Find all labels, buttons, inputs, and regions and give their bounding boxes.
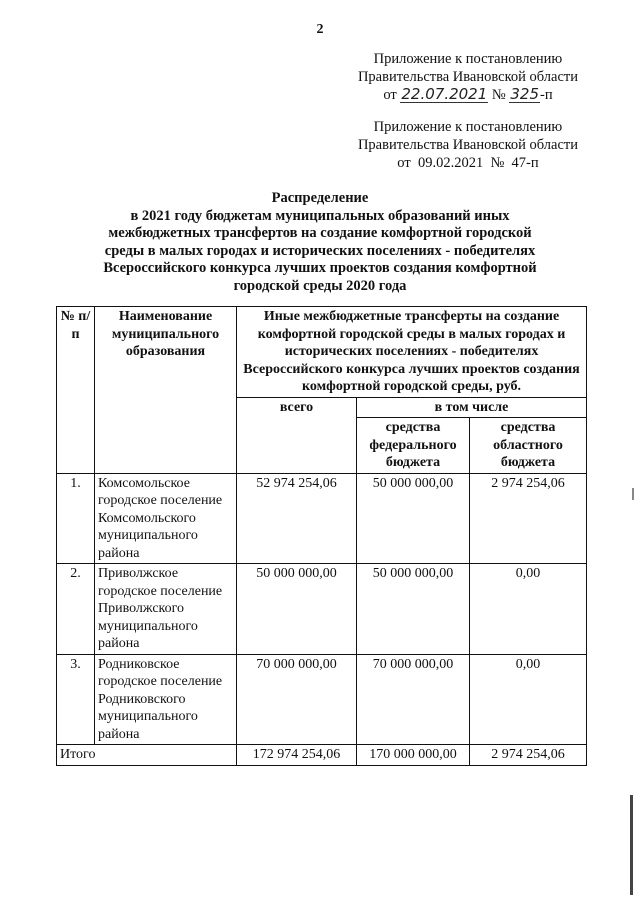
summary-label: Итого xyxy=(57,745,237,766)
table-row xyxy=(57,564,587,655)
row-name: Родниковское городское поселение Родниковского муниципального района xyxy=(95,654,237,745)
document-title xyxy=(0,190,640,295)
row-num: 2. xyxy=(57,564,95,655)
row-name: Приволжское городское поселение Приволжского муниципального района xyxy=(95,564,237,655)
row-num: 1. xyxy=(57,473,95,564)
annex-current-number-prefix: № xyxy=(491,87,506,103)
title-line4: среды в малых городах и исторических поселениях - победителях xyxy=(104,242,536,259)
row-total: 50 000 000,00 xyxy=(237,564,357,655)
header-federal: средства федерального бюджета xyxy=(357,418,470,474)
title-line5: Всероссийского конкурса лучших проектов создания комфортной xyxy=(103,260,537,276)
header-transfers: Иные межбюджетные трансферты на создание комфортной городской среды в малых городах и исторических поселениях - победителях Всероссийского конкурса лучших проектов создания комфортной городской среды, руб. xyxy=(237,307,587,398)
annex-current-date-prefix: от xyxy=(383,87,397,103)
header-total: всего xyxy=(237,397,357,473)
table-row xyxy=(57,654,587,745)
annex-original-block xyxy=(358,118,578,172)
title-line6: городской среды 2020 года xyxy=(233,277,407,294)
scan-artifact-mark xyxy=(632,488,634,500)
page-number: 2 xyxy=(316,22,324,37)
row-regional: 2 974 254,06 xyxy=(470,473,587,564)
annex-current-block xyxy=(358,50,578,104)
row-num: 3. xyxy=(57,654,95,745)
title-line2: в 2021 году бюджетам муниципальных образований иных xyxy=(130,207,510,224)
summary-regional: 2 974 254,06 xyxy=(470,745,587,766)
summary-row xyxy=(57,745,587,766)
annex-original-line3: от 09.02.2021 № 47-п xyxy=(397,155,539,171)
table-row xyxy=(57,473,587,564)
row-federal: 70 000 000,00 xyxy=(357,654,470,745)
header-including: в том числе xyxy=(357,397,587,418)
summary-total: 172 974 254,06 xyxy=(237,745,357,766)
scan-artifact-edge xyxy=(630,795,633,895)
annex-current-line2: Правительства Ивановской области xyxy=(357,69,578,85)
annex-current-date-line xyxy=(358,86,578,104)
row-regional: 0,00 xyxy=(470,654,587,745)
row-total: 70 000 000,00 xyxy=(237,654,357,745)
annex-current-line1: Приложение к постановлению xyxy=(373,51,563,67)
title-line3: межбюджетных трансфертов на создание комфортной городской xyxy=(108,225,532,241)
annex-current-date-handwritten: 22.07.2021 xyxy=(401,85,488,103)
annex-current-number-suffix: -п xyxy=(540,87,553,103)
header-regional: средства областного бюджета xyxy=(470,418,587,474)
row-name: Комсомольское городское поселение Комсомольского муниципального района xyxy=(95,473,237,564)
annex-original-line1: Приложение к постановлению xyxy=(373,119,563,135)
header-name: Наименование муниципального образования xyxy=(95,307,237,474)
annex-current-number-handwritten: 325 xyxy=(510,85,539,103)
row-federal: 50 000 000,00 xyxy=(357,473,470,564)
row-federal: 50 000 000,00 xyxy=(357,564,470,655)
title-line1: Распределение xyxy=(271,190,369,206)
annex-original-line2: Правительства Ивановской области xyxy=(357,137,578,153)
row-regional: 0,00 xyxy=(470,564,587,655)
distribution-table xyxy=(56,306,587,766)
summary-federal: 170 000 000,00 xyxy=(357,745,470,766)
row-total: 52 974 254,06 xyxy=(237,473,357,564)
header-num: № п/п xyxy=(57,307,95,474)
